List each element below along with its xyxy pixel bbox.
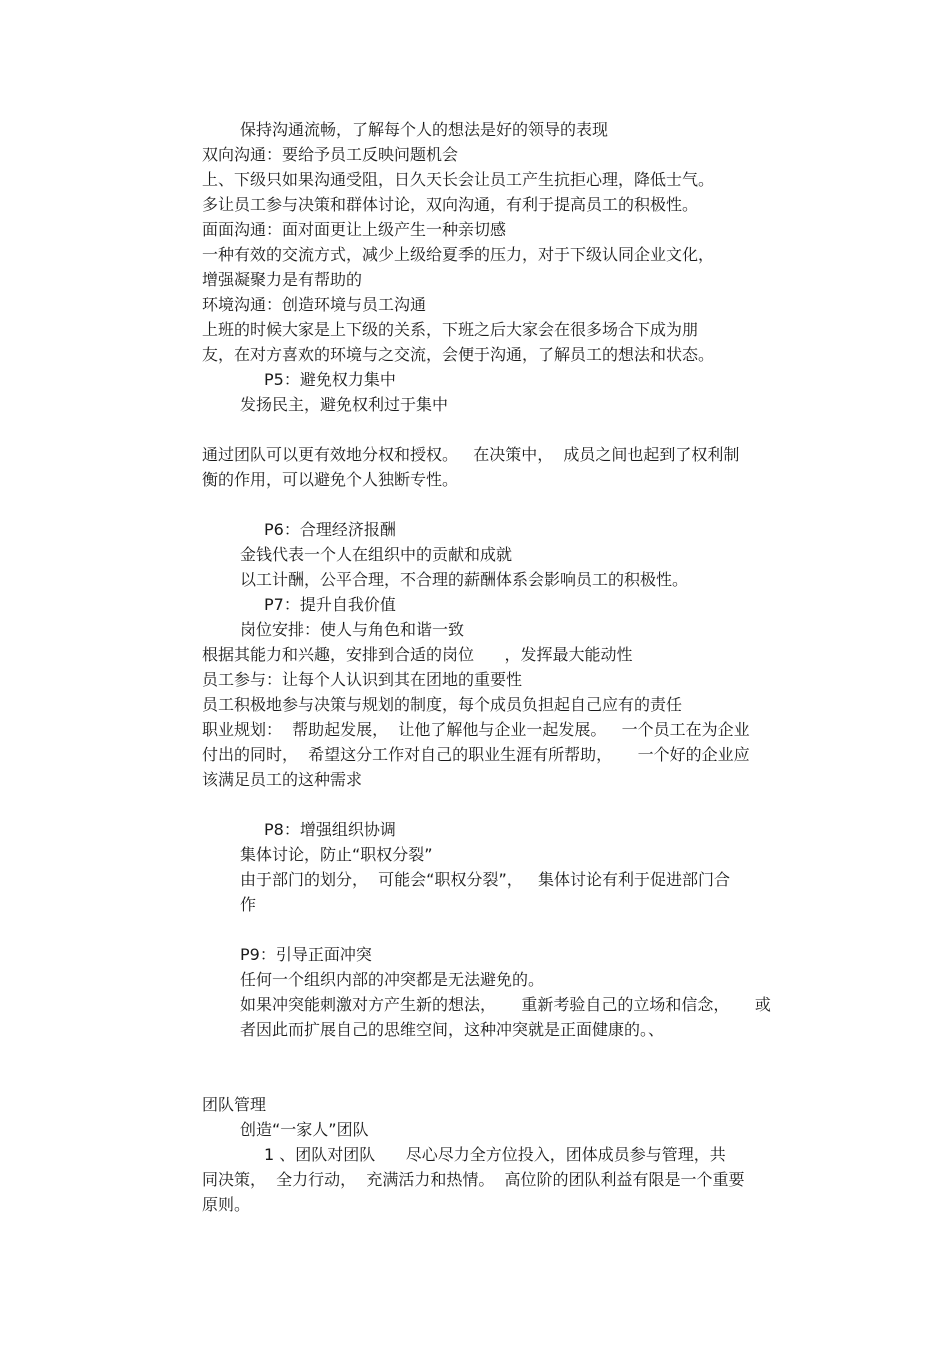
- text-line: 以工计酬，公平合理，不合理的薪酬体系会影响员工的积极性。: [240, 570, 689, 589]
- text-line: 作: [240, 895, 257, 914]
- text-line: 员工积极地参与决策与规划的制度，每个成员负担起自己应有的责任: [202, 695, 683, 714]
- section-heading: P6：合理经济报酬: [264, 520, 396, 539]
- text-line: 原则。: [202, 1195, 251, 1214]
- text-line: 任何一个组织内部的冲突都是无法避免的。: [240, 970, 545, 989]
- text-line: 员工参与：让每个人认识到其在团地的重要性: [202, 670, 523, 689]
- text-line: 付出的同时， 希望这分工作对自己的职业生涯有所帮助， 一个好的企业应: [202, 745, 750, 764]
- section-heading: 团队管理: [202, 1095, 267, 1114]
- text-line: 职业规划： 帮助起发展， 让他了解他与企业一起发展。 一个员工在为企业: [202, 720, 750, 739]
- section-heading: P8：增强组织协调: [264, 820, 396, 839]
- text-line: 同决策， 全力行动， 充满活力和热情。 高位阶的团队利益有限是一个重要: [202, 1170, 745, 1189]
- text-line: 由于部门的划分， 可能会“职权分裂”， 集体讨论有利于促进部门合: [240, 870, 731, 889]
- text-line: 金钱代表一个人在组织中的贡献和成就: [240, 545, 513, 564]
- text-line: 者因此而扩展自己的思维空间，这种冲突就是正面健康的。、: [240, 1020, 665, 1039]
- section-heading: P5：避免权力集中: [264, 370, 396, 389]
- text-line: 通过团队可以更有效地分权和授权。 在决策中， 成员之间也起到了权利制: [202, 445, 740, 464]
- text-line: 一种有效的交流方式，减少上级给夏季的压力，对于下级认同企业文化，: [202, 245, 715, 264]
- text-line: 上班的时候大家是上下级的关系，下班之后大家会在很多场合下成为朋: [202, 320, 699, 339]
- text-line: 岗位安排：使人与角色和谐一致: [240, 620, 465, 639]
- text-line: 环境沟通：创造环境与员工沟通: [202, 295, 427, 314]
- text-line: 该满足员工的这种需求: [202, 770, 363, 789]
- text-line: 面面沟通：面对面更让上级产生一种亲切感: [202, 220, 507, 239]
- text-line: 友，在对方喜欢的环境与之交流，会便于沟通，了解员工的想法和状态。: [202, 345, 715, 364]
- text-line: 增强凝聚力是有帮助的: [202, 270, 363, 289]
- text-line: 1 、团队对团队 尽心尽力全方位投入，团体成员参与管理，共: [264, 1145, 726, 1164]
- text-line: 双向沟通：要给予员工反映问题机会: [202, 145, 459, 164]
- text-line: 根据其能力和兴趣，安排到合适的岗位 ，发挥最大能动性: [202, 645, 633, 664]
- section-heading: P9：引导正面冲突: [240, 945, 372, 964]
- text-line: 衡的作用，可以避免个人独断专性。: [202, 470, 459, 489]
- text-line: 保持沟通流畅，了解每个人的想法是好的领导的表现: [240, 120, 609, 139]
- text-line: 多让员工参与决策和群体讨论，双向沟通，有利于提高员工的积极性。: [202, 195, 699, 214]
- text-line: 上、下级只如果沟通受阻，日久天长会让员工产生抗拒心理，降低士气。: [202, 170, 715, 189]
- section-heading: P7：提升自我价值: [264, 595, 396, 614]
- text-line: 如果冲突能刺激对方产生新的想法， 重新考验自己的立场和信念， 或: [240, 995, 771, 1014]
- text-line: 集体讨论，防止“职权分裂”: [240, 845, 433, 864]
- text-line: 发扬民主，避免权利过于集中: [240, 395, 449, 414]
- text-line: 创造“一家人”团队: [240, 1120, 369, 1139]
